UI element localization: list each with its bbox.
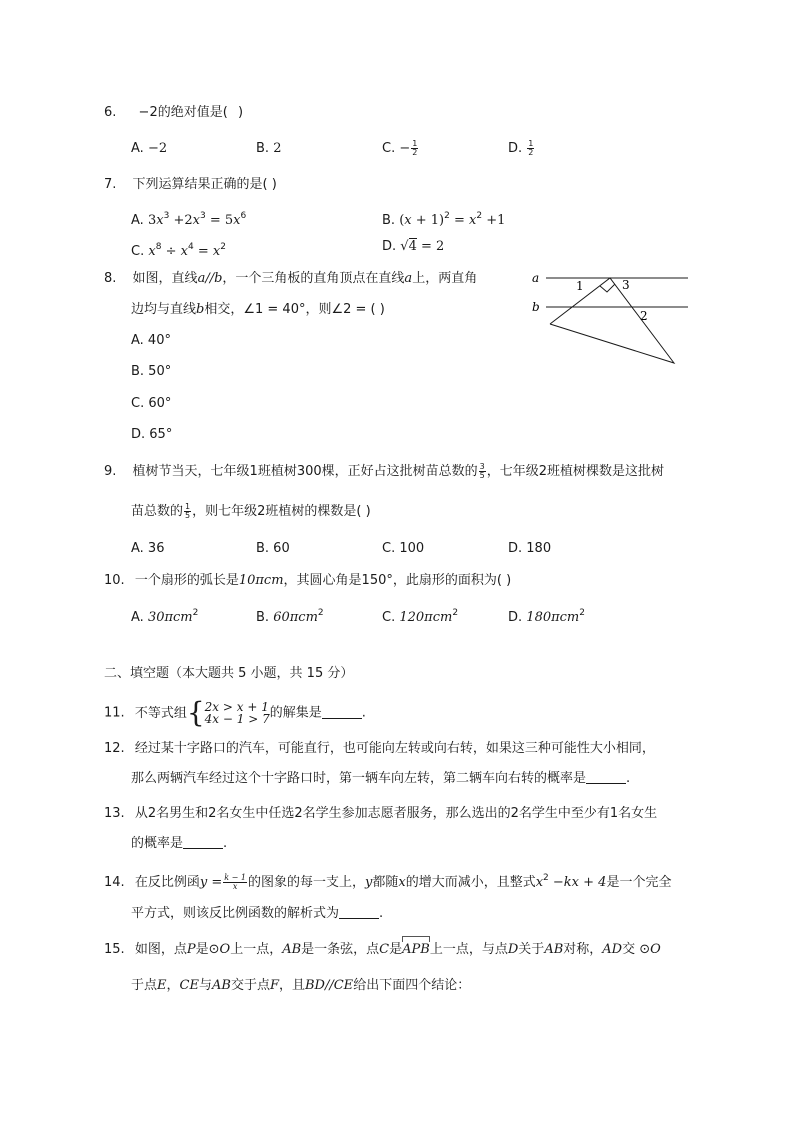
q7-stem [104,176,277,194]
section-title: 二、填空题（本大题共 5 小题，共 15 分） [104,666,354,681]
q14-line2: 平方式，则该反比例函数的解析式为 . [131,906,384,921]
q9-option-d[interactable]: D. 180 [508,541,552,556]
q12-line2: 那么两辆汽车经过这个十字路口时，第一辆车向左转，第二辆车向右转的概率是 . [131,771,631,786]
q13-line1: 13. 从2名男生和2名女生中任选2名学生参加志愿者服务，那么选出的2名学生中至少有1名女生 [104,806,658,821]
q6-option-b[interactable]: B. 2 [256,141,282,156]
q10-option-b[interactable]: B. 60πcm$^2$ [256,608,324,625]
q12-line1: 12. 经过某十字路口的汽车，可能直行，也可能向左转或向右转，如果这三种可能性大小相同， [104,741,655,756]
q6-option-c[interactable]: C. − $\frac{1}{2}$ [382,139,418,157]
q6-options [131,140,691,158]
label-3: 3 [622,278,630,292]
q10-option-d[interactable]: D. 180πcm$^2$ [508,608,585,625]
q9-stem-line1: 9. 植树节当天，七年级1班植树300棵，正好占这批树苗总数的 $\frac{3}{5}$ ，七年级2班植树棵数是这批树 [104,462,665,480]
q7-option-d[interactable]: D. √4 = 2 [382,239,445,254]
q10-number: 10. [104,573,125,588]
label-b: b [532,300,540,314]
q8-option-c[interactable]: C. 60° [131,396,172,411]
triangle [550,278,674,363]
q6-option-d[interactable]: D. $\frac{1}{2}$ [508,139,534,157]
q10-stem: 10. 一个扇形的弧长是10πcm，其圆心角是150°，此扇形的面积为( ) [104,573,512,588]
label-a: a [532,271,540,285]
q12-answer-blank[interactable] [586,771,626,784]
q7-option-b[interactable]: B. $(x + 1)^2 = x^2 +1$ [382,211,506,228]
q7-option-a[interactable]: A. $3x^3 +2x^3 = 5x^6$ [131,211,247,228]
q13-line2: 的概率是 . [131,836,228,851]
q6-stem-text: −2的绝对值是( [138,105,228,120]
q12-number: 12. [104,741,125,756]
q13-number: 13. [104,806,125,821]
q9-options [131,540,691,558]
q8-option-a[interactable]: A. 40° [131,333,171,348]
q11-answer-blank[interactable] [322,706,362,719]
q14-line1: 14. 在反比例函y = $\frac{k - 1}{x}$ 的图象的每一支上，y都随x的增大而减小，且整式$x^2 -kx + 4$是一个完全 [104,873,672,891]
q14-number: 14. [104,875,125,890]
q6-stem: 6. −2的绝对值是( ) [104,105,244,120]
q9-option-b[interactable]: B. 60 [256,541,290,556]
q11-number: 11. [104,705,125,721]
q7-option-c[interactable]: C. $x^8 \div x^4 = x^2$ [131,242,226,259]
q10-option-c[interactable]: C. 120πcm$^2$ [382,608,459,625]
q14-answer-blank[interactable] [339,906,379,919]
q8-number: 8. [104,271,117,286]
q9-stem-line2: 苗总数的 $\frac{1}{5}$ ，则七年级2班植树的棵数是( ) [131,502,371,520]
q8-figure [528,268,698,368]
q7-stem-text: 下列运算结果正确的是( ) [132,177,277,192]
q8-stem-line2: 边均与直线b相交，∠1 = 40°，则∠2 = ( ) [131,302,385,317]
q9-number: 9. [104,464,117,479]
q8-stem-line1: 8. 如图，直线a//b，一个三角板的直角顶点在直线a上，两直角 [104,271,478,286]
q13-answer-blank[interactable] [183,836,223,849]
q15-number: 15. [104,942,125,957]
right-angle-mark [600,284,615,292]
label-2: 2 [640,309,648,323]
q8-option-d[interactable]: D. 65° [131,427,173,442]
q9-option-a[interactable]: A. 36 [131,541,165,556]
q6-number: 6. [104,105,117,120]
q10-options [131,604,691,627]
q15-line1: 15. 如图，点P是⊙O上一点，AB是一条弦，点C是APB上一点，与点D关于AB对称，AD交 ⊙O [104,942,661,957]
q8-option-b[interactable]: B. 50° [131,364,172,379]
q11-stem: 11. 不等式组{ 2x > x + 1 4x − 1 > 7 的解集是 . [104,696,366,729]
label-1: 1 [576,279,584,293]
q15-line2: 于点E，CE与AB交于点F，且BD//CE给出下面四个结论： [131,978,471,993]
q6-option-a[interactable]: A. −2 [131,141,168,156]
q9-option-c[interactable]: C. 100 [382,541,425,556]
q10-option-a[interactable]: A. 30πcm$^2$ [131,608,199,625]
q7-number: 7. [104,177,117,192]
